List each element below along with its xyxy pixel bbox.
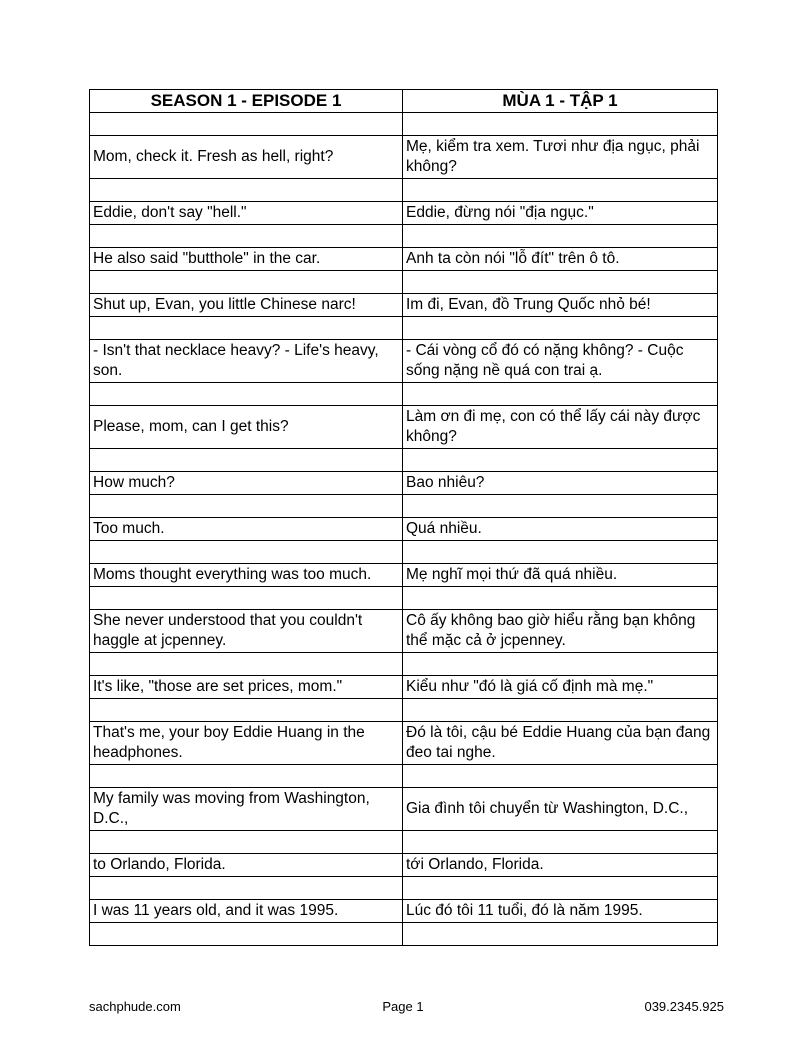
vietnamese-line: Mẹ, kiểm tra xem. Tươi như địa ngục, phải không? xyxy=(403,136,718,179)
vietnamese-line: Eddie, đừng nói "địa ngục." xyxy=(403,202,718,225)
subtitle-row xyxy=(90,900,718,923)
spacer-row xyxy=(90,449,718,472)
subtitle-row xyxy=(90,676,718,699)
subtitle-row xyxy=(90,722,718,765)
vietnamese-line: Cô ấy không bao giờ hiểu rằng bạn không thể mặc cả ở jcpenney. xyxy=(403,610,718,653)
english-line: Moms thought everything was too much. xyxy=(90,564,403,587)
english-line: - Isn't that necklace heavy? - Life's heavy, son. xyxy=(90,340,403,383)
empty-cell xyxy=(403,831,718,854)
empty-cell xyxy=(403,653,718,676)
english-line: to Orlando, Florida. xyxy=(90,854,403,877)
subtitle-row xyxy=(90,406,718,449)
subtitle-row xyxy=(90,788,718,831)
header-english: SEASON 1 - EPISODE 1 xyxy=(90,90,403,113)
subtitle-row xyxy=(90,564,718,587)
vietnamese-line: Anh ta còn nói "lỗ đít" trên ô tô. xyxy=(403,248,718,271)
empty-cell xyxy=(403,225,718,248)
spacer-row xyxy=(90,831,718,854)
footer-phone: 039.2345.925 xyxy=(644,999,724,1014)
empty-cell xyxy=(90,765,403,788)
spacer-row xyxy=(90,179,718,202)
subtitle-row xyxy=(90,202,718,225)
spacer-row xyxy=(90,113,718,136)
subtitle-row xyxy=(90,610,718,653)
english-line: How much? xyxy=(90,472,403,495)
vietnamese-line: Im đi, Evan, đồ Trung Quốc nhỏ bé! xyxy=(403,294,718,317)
subtitle-row xyxy=(90,136,718,179)
footer-page-number: Page 1 xyxy=(382,999,424,1014)
english-line: Please, mom, can I get this? xyxy=(90,406,403,449)
vietnamese-line: Gia đình tôi chuyển từ Washington, D.C., xyxy=(403,788,718,831)
spacer-row xyxy=(90,317,718,340)
empty-cell xyxy=(403,383,718,406)
english-line: I was 11 years old, and it was 1995. xyxy=(90,900,403,923)
vietnamese-line: Đó là tôi, cậu bé Eddie Huang của bạn đang đeo tai nghe. xyxy=(403,722,718,765)
empty-cell xyxy=(90,225,403,248)
spacer-row xyxy=(90,699,718,722)
header-vietnamese: MÙA 1 - TẬP 1 xyxy=(403,90,718,113)
empty-cell xyxy=(403,449,718,472)
empty-cell xyxy=(403,271,718,294)
spacer-row xyxy=(90,225,718,248)
subtitle-row xyxy=(90,248,718,271)
english-line: Eddie, don't say "hell." xyxy=(90,202,403,225)
subtitle-row xyxy=(90,472,718,495)
english-line: That's me, your boy Eddie Huang in the headphones. xyxy=(90,722,403,765)
spacer-row xyxy=(90,383,718,406)
english-line: He also said "butthole" in the car. xyxy=(90,248,403,271)
empty-cell xyxy=(403,113,718,136)
subtitle-table xyxy=(89,89,718,946)
empty-cell xyxy=(403,699,718,722)
english-line: It's like, "those are set prices, mom." xyxy=(90,676,403,699)
empty-cell xyxy=(90,541,403,564)
spacer-row xyxy=(90,923,718,946)
empty-cell xyxy=(403,765,718,788)
empty-cell xyxy=(403,495,718,518)
english-line: Too much. xyxy=(90,518,403,541)
empty-cell xyxy=(90,449,403,472)
english-line: My family was moving from Washington, D.C., xyxy=(90,788,403,831)
vietnamese-line: Bao nhiêu? xyxy=(403,472,718,495)
spacer-row xyxy=(90,653,718,676)
empty-cell xyxy=(90,877,403,900)
empty-cell xyxy=(90,653,403,676)
empty-cell xyxy=(90,113,403,136)
subtitle-row xyxy=(90,294,718,317)
empty-cell xyxy=(403,923,718,946)
empty-cell xyxy=(90,831,403,854)
spacer-row xyxy=(90,877,718,900)
empty-cell xyxy=(90,699,403,722)
empty-cell xyxy=(90,587,403,610)
subtitle-row xyxy=(90,340,718,383)
vietnamese-line: Lúc đó tôi 11 tuổi, đó là năm 1995. xyxy=(403,900,718,923)
empty-cell xyxy=(90,271,403,294)
empty-cell xyxy=(90,179,403,202)
spacer-row xyxy=(90,765,718,788)
spacer-row xyxy=(90,495,718,518)
vietnamese-line: Kiểu như "đó là giá cố định mà mẹ." xyxy=(403,676,718,699)
empty-cell xyxy=(90,383,403,406)
empty-cell xyxy=(403,587,718,610)
vietnamese-line: - Cái vòng cổ đó có nặng không? - Cuộc sống nặng nề quá con trai ạ. xyxy=(403,340,718,383)
table-header-row xyxy=(90,90,718,113)
empty-cell xyxy=(403,541,718,564)
spacer-row xyxy=(90,587,718,610)
empty-cell xyxy=(90,495,403,518)
empty-cell xyxy=(90,923,403,946)
vietnamese-line: Mẹ nghĩ mọi thứ đã quá nhiều. xyxy=(403,564,718,587)
english-line: Shut up, Evan, you little Chinese narc! xyxy=(90,294,403,317)
subtitle-row xyxy=(90,518,718,541)
vietnamese-line: Quá nhiều. xyxy=(403,518,718,541)
empty-cell xyxy=(403,317,718,340)
table-body xyxy=(90,113,718,946)
spacer-row xyxy=(90,541,718,564)
english-line: Mom, check it. Fresh as hell, right? xyxy=(90,136,403,179)
vietnamese-line: Làm ơn đi mẹ, con có thể lấy cái này được không? xyxy=(403,406,718,449)
english-line: She never understood that you couldn't haggle at jcpenney. xyxy=(90,610,403,653)
subtitle-row xyxy=(90,854,718,877)
empty-cell xyxy=(403,877,718,900)
spacer-row xyxy=(90,271,718,294)
empty-cell xyxy=(403,179,718,202)
footer-website: sachphude.com xyxy=(89,999,181,1014)
empty-cell xyxy=(90,317,403,340)
vietnamese-line: tới Orlando, Florida. xyxy=(403,854,718,877)
